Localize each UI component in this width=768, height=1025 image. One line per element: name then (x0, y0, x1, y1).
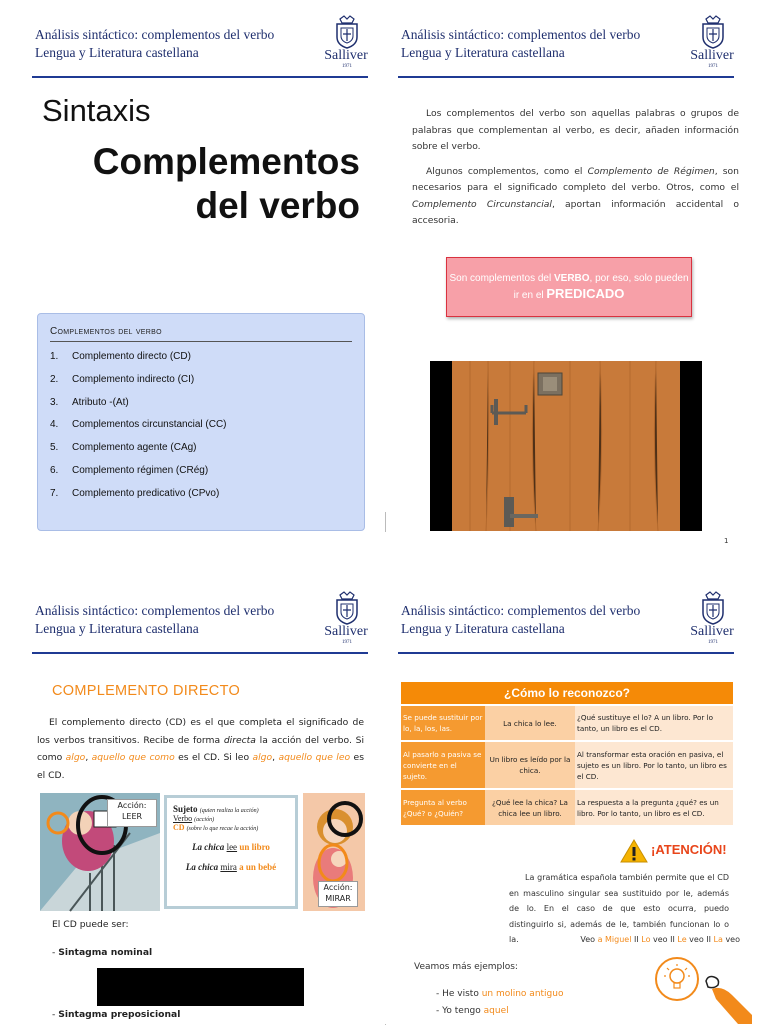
table-row: Al pasarlo a pasiva se convierte en el sujeto. Un libro es leído por la chica. Al transformar esta oración en pasiva, el sujeto es un libro. Por lo tanto, un libro es el CD. (401, 741, 733, 789)
school-logo (322, 15, 372, 71)
header-rule (32, 652, 368, 654)
box-divider (50, 341, 352, 342)
cd-definition: El complemento directo (CD) es el que completa el significado de los verbos transitivos. Recibe de forma directa la acción del verbo. Si como algo, aquello que como es el CD. Si leo algo, aquello que leo es el CD. (37, 717, 364, 781)
page-header (400, 27, 740, 83)
warning-icon (620, 838, 648, 864)
complements-list (50, 346, 352, 506)
cd-type-item: - Sintagma nominal (52, 947, 153, 958)
cd-type-item: - Sintagma preposicional (52, 1009, 181, 1020)
list-item: 3. Atributo -(At) (50, 396, 129, 408)
list-item: 6. Complemento régimen (CRég) (50, 464, 209, 476)
list-item: 2. Complemento indirecto (CI) (50, 373, 195, 385)
header-subtitle: Lengua y Literatura castellana (401, 45, 565, 60)
brand-name: Salliver (690, 624, 734, 639)
list-item: 5. Complemento agente (CAg) (50, 442, 197, 454)
brand-name: Salliver (324, 624, 368, 639)
header-rule (398, 652, 734, 654)
header-title: Análisis sintáctico: complementos del verbo (35, 27, 275, 42)
paragraph: Algunos complementos, como el Complemento de Régimen, son necesarios para el significado completo del verbo. Otros, como el Complemento Circunstancial, aportan información accidental o accesoria. (412, 165, 739, 226)
list-item: 4. Complementos circunstancial (CC) (50, 419, 227, 431)
header-title: Análisis sintáctico: complementos del verbo (401, 27, 641, 42)
header-rule (32, 76, 368, 78)
crest-icon (688, 15, 738, 49)
intro-text (412, 106, 739, 238)
brand-year: 1971 (342, 64, 352, 69)
complements-index-box (37, 313, 365, 531)
header-subtitle: Lengua y Literatura castellana (401, 621, 565, 636)
school-logo (688, 15, 738, 71)
page-header (34, 27, 374, 83)
more-examples-intro: Veamos más ejemplos: (414, 962, 518, 972)
example-item: - He visto un molino antiguo (436, 989, 564, 999)
brand-name: Salliver (324, 48, 368, 63)
kicker: Sintaxis (42, 93, 151, 128)
sentence-legend: Sujeto (quien realiza la acción) Verbo (acción) CD (sobre lo que recae la acción) La chica lee un libro La chica mira a un bebé (164, 795, 298, 909)
header-rule (398, 76, 734, 78)
header-title: Análisis sintáctico: complementos del verbo (401, 603, 641, 618)
slide-1-right (384, 0, 768, 545)
header-subtitle: Lengua y Literatura castellana (35, 621, 199, 636)
brand-name: Salliver (690, 48, 734, 63)
list-item: 7. Complemento predicativo (CPvo) (50, 487, 220, 499)
page-number: 1 (724, 537, 729, 545)
lightbulb-icon (654, 956, 700, 1002)
attention-heading: ¡ATENCIÓN! (651, 842, 727, 857)
list-item: 1. Complemento directo (CD) (50, 351, 191, 362)
pointing-hand-icon (702, 971, 752, 1024)
door-photo (430, 361, 702, 531)
school-logo (322, 591, 372, 647)
page-header (34, 603, 374, 659)
redacted-block (97, 968, 304, 1006)
cd-types-intro: El CD puede ser: (52, 919, 129, 930)
title-line-2: del verbo (195, 185, 360, 226)
veo-examples: Veo a Miguel II Lo veo II Le veo II La veo (580, 935, 740, 944)
header-subtitle: Lengua y Literatura castellana (35, 45, 199, 60)
action-label-leer: Acción: LEER (107, 799, 157, 827)
brand-year: 1971 (708, 64, 718, 69)
paragraph: Los complementos del verbo son aquellas palabras o grupos de palabras que complementan al verbo, es decir, añaden información sobre el verbo. (412, 108, 739, 152)
title-line-1: Complementos (92, 141, 360, 182)
crest-icon (688, 591, 738, 625)
crest-icon (322, 15, 372, 49)
table-row: Pregunta al verbo ¿Qué? o ¿Quién? ¿Qué lee la chica? La chica lee un libro. La respuesta a la pregunta ¿qué? es un libro. Por lo tanto, un libro es el CD. (401, 789, 733, 825)
slide-2-right (384, 576, 768, 1024)
slide-2-left (0, 576, 384, 1024)
example-item: - Yo tengo aquel (436, 1006, 509, 1016)
page-header (400, 603, 740, 659)
section-title: COMPLEMENTO DIRECTO (52, 683, 241, 699)
recognition-table (401, 682, 733, 825)
school-logo (688, 591, 738, 647)
key-note-box: Son complementos del VERBO, por eso, solo pueden ir en el PREDICADO (446, 257, 692, 317)
action-label-mirar: Acción: MIRAR (318, 881, 358, 907)
table-row: Se puede sustituir por lo, la, los, las. La chica lo lee. ¿Qué sustituye el lo? A un libro. Por lo tanto, un libro es el CD. (401, 705, 733, 741)
header-title: Análisis sintáctico: complementos del verbo (35, 603, 275, 618)
brand-year: 1971 (342, 640, 352, 645)
table-title: ¿Cómo lo reconozco? (401, 682, 733, 705)
crest-icon (322, 591, 372, 625)
slide-1-left (0, 0, 384, 512)
page-title (93, 140, 360, 228)
attention-text: La gramática española también permite que el CD en masculino singular sea sustituido por le, además de lo. En el caso de que esto ocurra, puedo distinguirlo si, además de le, también funcionan lo o la. (509, 873, 729, 944)
box-title: Complementos del verbo (50, 326, 162, 337)
cd-illustration (40, 793, 367, 913)
brand-year: 1971 (708, 640, 718, 645)
